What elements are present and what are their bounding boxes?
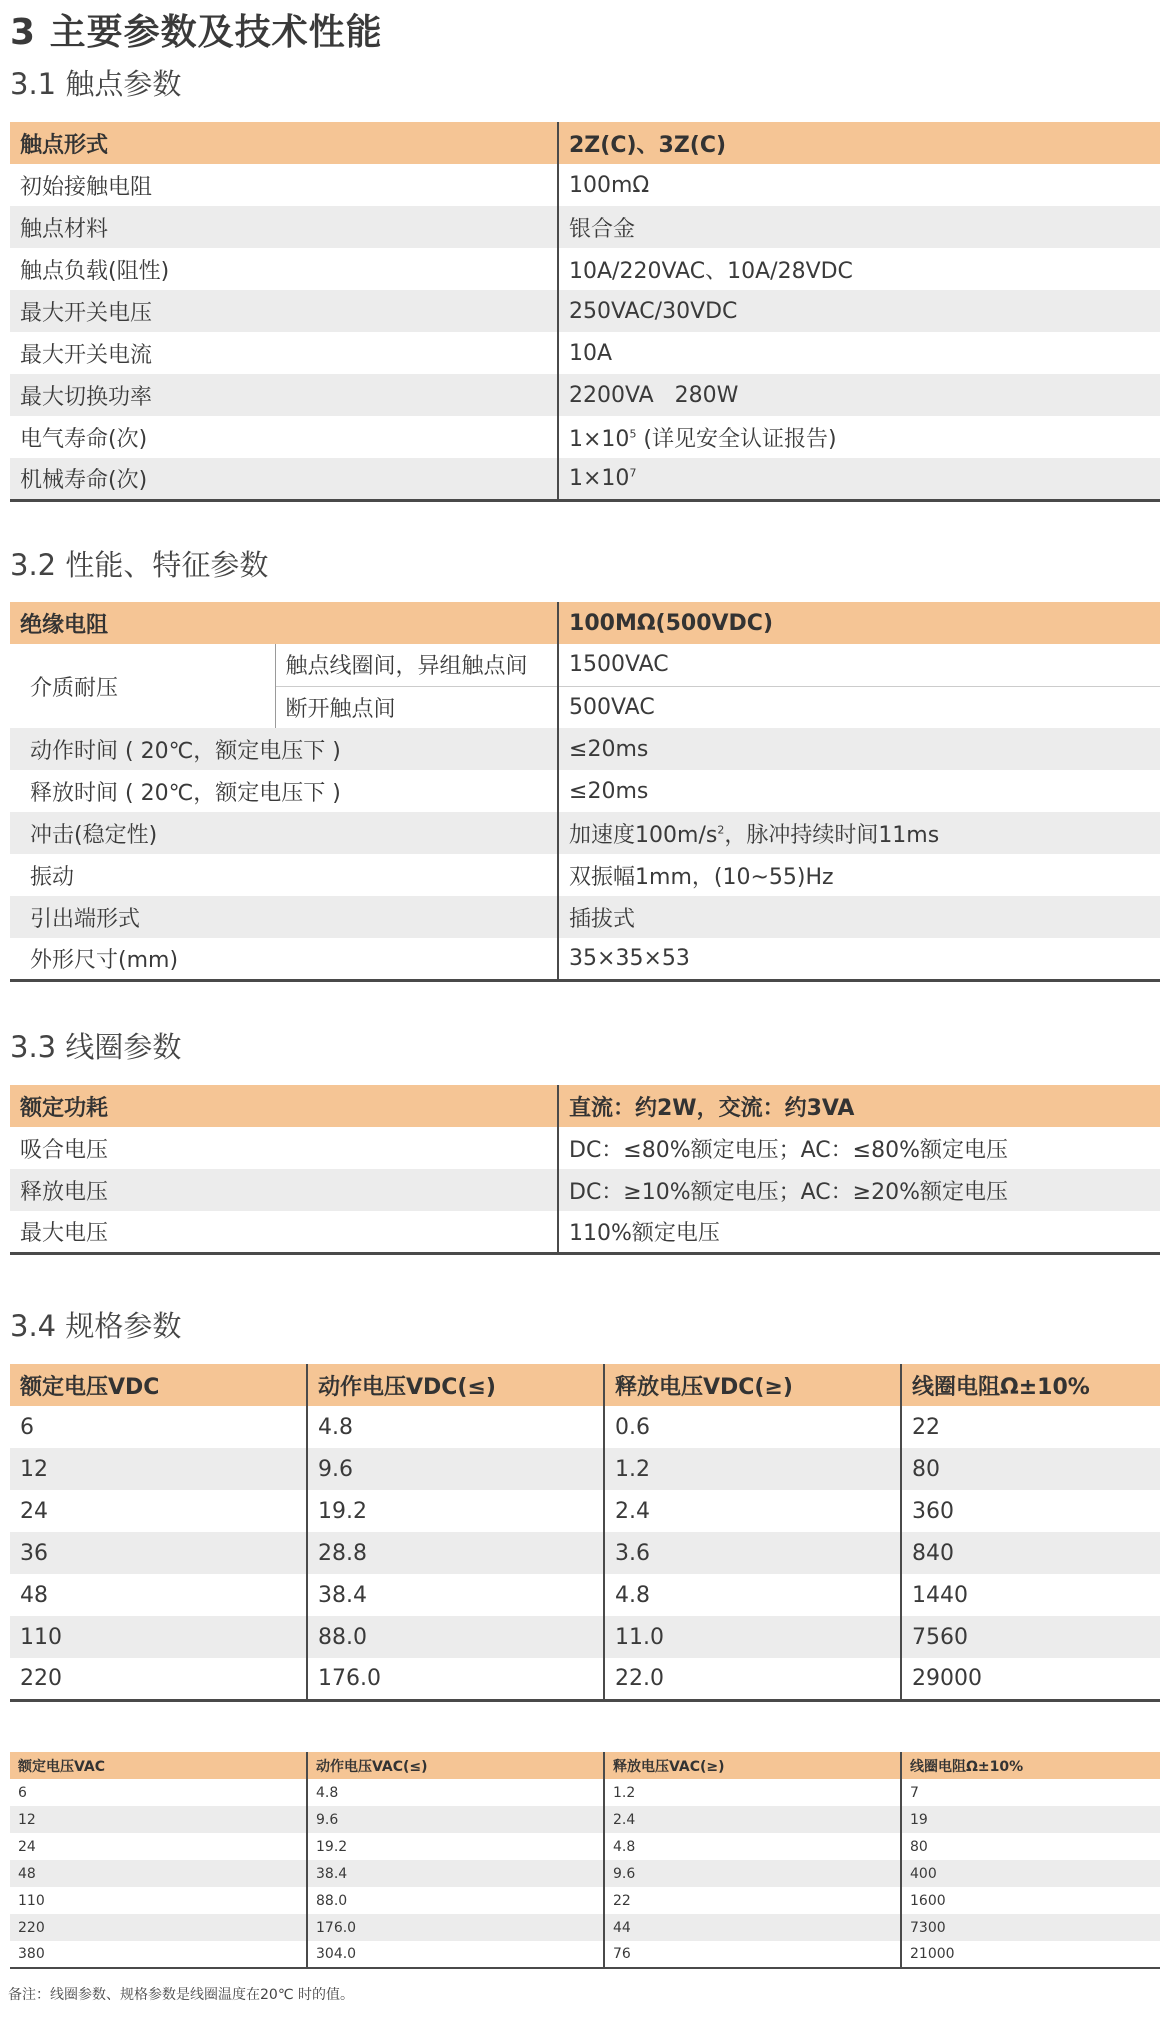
table-row bbox=[10, 458, 1160, 500]
table-row bbox=[10, 1169, 1160, 1211]
table-row bbox=[10, 938, 1160, 980]
table-row bbox=[10, 1941, 1160, 1968]
table-cell: 80 bbox=[901, 1833, 1160, 1860]
table-cell: 22.0 bbox=[604, 1658, 901, 1700]
table-row bbox=[10, 1779, 1160, 1806]
table-cell: 21000 bbox=[901, 1941, 1160, 1968]
param-label: 释放电压 bbox=[10, 1169, 558, 1211]
param-label: 机械寿命(次) bbox=[10, 458, 558, 500]
table-header-row bbox=[10, 1364, 1160, 1406]
table-row bbox=[10, 416, 1160, 458]
table-cell: 3.6 bbox=[604, 1532, 901, 1574]
table-header-row bbox=[10, 122, 1160, 164]
page-title: 3 主要参数及技术性能 bbox=[10, 12, 383, 53]
table-cell: 1440 bbox=[901, 1574, 1160, 1616]
param-value: 250VAC/30VDC bbox=[558, 290, 1160, 332]
table-row bbox=[10, 770, 1160, 812]
param-value: 500VAC bbox=[558, 686, 1160, 728]
value-base: 1×10 bbox=[569, 426, 630, 452]
value-base: 加速度100m/s bbox=[569, 822, 718, 848]
value-suffix: ，脉冲持续时间11ms bbox=[724, 822, 940, 848]
table-cell: 1.2 bbox=[604, 1779, 901, 1806]
contact-params-table bbox=[10, 122, 1160, 502]
param-label: 触点负载(阻性) bbox=[10, 248, 558, 290]
table-cell: 4.8 bbox=[307, 1406, 604, 1448]
table-cell: 28.8 bbox=[307, 1532, 604, 1574]
table-cell: 176.0 bbox=[307, 1658, 604, 1700]
table-row bbox=[10, 1448, 1160, 1490]
table-row bbox=[10, 728, 1160, 770]
table-cell: 9.6 bbox=[307, 1448, 604, 1490]
param-label: 释放时间 ( 20℃，额定电压下 ) bbox=[10, 770, 558, 812]
table-row bbox=[10, 896, 1160, 938]
header-cell: 触点形式 bbox=[10, 122, 558, 164]
table-cell: 0.6 bbox=[604, 1406, 901, 1448]
param-label: 电气寿命(次) bbox=[10, 416, 558, 458]
section-title-performance: 3.2 性能、特征参数 bbox=[10, 548, 269, 582]
table-cell: 2.4 bbox=[604, 1490, 901, 1532]
param-label: 最大开关电压 bbox=[10, 290, 558, 332]
table-cell: 9.6 bbox=[307, 1806, 604, 1833]
table-cell: 9.6 bbox=[604, 1860, 901, 1887]
header-cell: 动作电压VDC(≤) bbox=[307, 1364, 604, 1406]
param-value bbox=[558, 458, 1160, 500]
table-cell: 48 bbox=[10, 1574, 307, 1616]
param-value: DC：≥10%额定电压；AC：≥20%额定电压 bbox=[558, 1169, 1160, 1211]
table-row bbox=[10, 1860, 1160, 1887]
header-cell: 绝缘电阻 bbox=[10, 602, 558, 644]
table-cell: 88.0 bbox=[307, 1887, 604, 1914]
header-cell: 释放电压VDC(≥) bbox=[604, 1364, 901, 1406]
table-cell: 4.8 bbox=[604, 1833, 901, 1860]
table-row bbox=[10, 1127, 1160, 1169]
param-label: 介质耐压 bbox=[10, 644, 275, 728]
param-label: 最大开关电流 bbox=[10, 332, 558, 374]
header-cell: 100MΩ(500VDC) bbox=[558, 602, 1160, 644]
table-cell: 36 bbox=[10, 1532, 307, 1574]
table-row bbox=[10, 644, 1160, 686]
table-cell: 7300 bbox=[901, 1914, 1160, 1941]
table-cell: 176.0 bbox=[307, 1914, 604, 1941]
table-cell: 380 bbox=[10, 1941, 307, 1968]
table-cell: 110 bbox=[10, 1887, 307, 1914]
param-label: 引出端形式 bbox=[10, 896, 558, 938]
header-cell: 直流：约2W，交流：约3VA bbox=[558, 1085, 1160, 1127]
param-value: 100mΩ bbox=[558, 164, 1160, 206]
table-cell: 19.2 bbox=[307, 1490, 604, 1532]
table-header-row bbox=[10, 1085, 1160, 1127]
param-sublabel: 触点线圈间，异组触点间 bbox=[275, 644, 558, 686]
table-row bbox=[10, 332, 1160, 374]
table-row bbox=[10, 1806, 1160, 1833]
param-value bbox=[558, 812, 1160, 854]
table-cell: 1600 bbox=[901, 1887, 1160, 1914]
param-label: 动作时间 ( 20℃，额定电压下 ) bbox=[10, 728, 558, 770]
table-cell: 1.2 bbox=[604, 1448, 901, 1490]
param-sublabel: 断开触点间 bbox=[275, 686, 558, 728]
table-cell: 44 bbox=[604, 1914, 901, 1941]
param-value: 1500VAC bbox=[558, 644, 1160, 686]
table-row bbox=[10, 1406, 1160, 1448]
value-exponent: 7 bbox=[629, 466, 637, 480]
table-row bbox=[10, 1658, 1160, 1700]
value-exponent: 5 bbox=[629, 427, 637, 441]
table-row bbox=[10, 290, 1160, 332]
table-cell: 48 bbox=[10, 1860, 307, 1887]
param-value: 35×35×53 bbox=[558, 938, 1160, 980]
table-cell: 76 bbox=[604, 1941, 901, 1968]
param-value: 10A/220VAC、10A/28VDC bbox=[558, 248, 1160, 290]
table-row bbox=[10, 1532, 1160, 1574]
table-cell: 360 bbox=[901, 1490, 1160, 1532]
section-title-coil-params: 3.3 线圈参数 bbox=[10, 1030, 182, 1064]
table-cell: 304.0 bbox=[307, 1941, 604, 1968]
table-row bbox=[10, 1574, 1160, 1616]
header-cell: 线圈电阻Ω±10% bbox=[901, 1752, 1160, 1779]
param-value: 2200VA 280W bbox=[558, 374, 1160, 416]
table-row bbox=[10, 164, 1160, 206]
table-cell: 38.4 bbox=[307, 1574, 604, 1616]
param-value: ≤20ms bbox=[558, 728, 1160, 770]
footnote: 备注：线圈参数、规格参数是线圈温度在20℃ 时的值。 bbox=[8, 1987, 354, 2003]
header-cell: 线圈电阻Ω±10% bbox=[901, 1364, 1160, 1406]
table-cell: 400 bbox=[901, 1860, 1160, 1887]
param-label: 振动 bbox=[10, 854, 558, 896]
table-row bbox=[10, 812, 1160, 854]
param-label: 吸合电压 bbox=[10, 1127, 558, 1169]
param-value bbox=[558, 416, 1160, 458]
table-cell: 220 bbox=[10, 1658, 307, 1700]
header-cell: 额定功耗 bbox=[10, 1085, 558, 1127]
table-cell: 220 bbox=[10, 1914, 307, 1941]
param-label: 最大切换功率 bbox=[10, 374, 558, 416]
param-value: 110%额定电压 bbox=[558, 1211, 1160, 1253]
table-row bbox=[10, 1887, 1160, 1914]
param-value: DC：≤80%额定电压；AC：≤80%额定电压 bbox=[558, 1127, 1160, 1169]
table-cell: 38.4 bbox=[307, 1860, 604, 1887]
table-cell: 7560 bbox=[901, 1616, 1160, 1658]
table-row bbox=[10, 1490, 1160, 1532]
table-row bbox=[10, 206, 1160, 248]
param-label: 最大电压 bbox=[10, 1211, 558, 1253]
header-cell: 额定电压VAC bbox=[10, 1752, 307, 1779]
table-row bbox=[10, 374, 1160, 416]
value-suffix: (详见安全认证报告) bbox=[636, 426, 837, 452]
table-cell: 88.0 bbox=[307, 1616, 604, 1658]
param-value: 10A bbox=[558, 332, 1160, 374]
table-cell: 6 bbox=[10, 1779, 307, 1806]
param-label: 外形尺寸(mm) bbox=[10, 938, 558, 980]
section-title-spec-params: 3.4 规格参数 bbox=[10, 1309, 182, 1343]
param-value: 插拔式 bbox=[558, 896, 1160, 938]
table-header-row bbox=[10, 1752, 1160, 1779]
table-row bbox=[10, 1914, 1160, 1941]
table-cell: 4.8 bbox=[604, 1574, 901, 1616]
table-row bbox=[10, 854, 1160, 896]
table-cell: 840 bbox=[901, 1532, 1160, 1574]
header-cell: 额定电压VDC bbox=[10, 1364, 307, 1406]
value-exponent: 2 bbox=[717, 823, 725, 837]
table-cell: 80 bbox=[901, 1448, 1160, 1490]
performance-table bbox=[10, 602, 1160, 982]
value-base: 1×10 bbox=[569, 465, 630, 491]
header-cell: 2Z(C)、3Z(C) bbox=[558, 122, 1160, 164]
table-row bbox=[10, 1616, 1160, 1658]
table-cell: 12 bbox=[10, 1448, 307, 1490]
table-cell: 19 bbox=[901, 1806, 1160, 1833]
table-row bbox=[10, 1833, 1160, 1860]
table-cell: 29000 bbox=[901, 1658, 1160, 1700]
table-cell: 22 bbox=[604, 1887, 901, 1914]
table-cell: 110 bbox=[10, 1616, 307, 1658]
table-cell: 24 bbox=[10, 1490, 307, 1532]
section-title-contact-params: 3.1 触点参数 bbox=[10, 67, 182, 101]
header-cell: 释放电压VAC(≥) bbox=[604, 1752, 901, 1779]
ac-spec-table bbox=[10, 1752, 1160, 1969]
dc-spec-table bbox=[10, 1364, 1160, 1702]
param-label: 冲击(稳定性) bbox=[10, 812, 558, 854]
param-label: 触点材料 bbox=[10, 206, 558, 248]
header-cell: 动作电压VAC(≤) bbox=[307, 1752, 604, 1779]
table-cell: 7 bbox=[901, 1779, 1160, 1806]
table-cell: 6 bbox=[10, 1406, 307, 1448]
table-row bbox=[10, 248, 1160, 290]
table-row bbox=[10, 1211, 1160, 1253]
param-label: 初始接触电阻 bbox=[10, 164, 558, 206]
table-cell: 2.4 bbox=[604, 1806, 901, 1833]
coil-params-table bbox=[10, 1085, 1160, 1255]
param-value: 银合金 bbox=[558, 206, 1160, 248]
table-cell: 12 bbox=[10, 1806, 307, 1833]
table-cell: 11.0 bbox=[604, 1616, 901, 1658]
table-cell: 22 bbox=[901, 1406, 1160, 1448]
param-value: 双振幅1mm，(10~55)Hz bbox=[558, 854, 1160, 896]
table-cell: 24 bbox=[10, 1833, 307, 1860]
table-cell: 19.2 bbox=[307, 1833, 604, 1860]
table-cell: 4.8 bbox=[307, 1779, 604, 1806]
table-header-row bbox=[10, 602, 1160, 644]
param-value: ≤20ms bbox=[558, 770, 1160, 812]
